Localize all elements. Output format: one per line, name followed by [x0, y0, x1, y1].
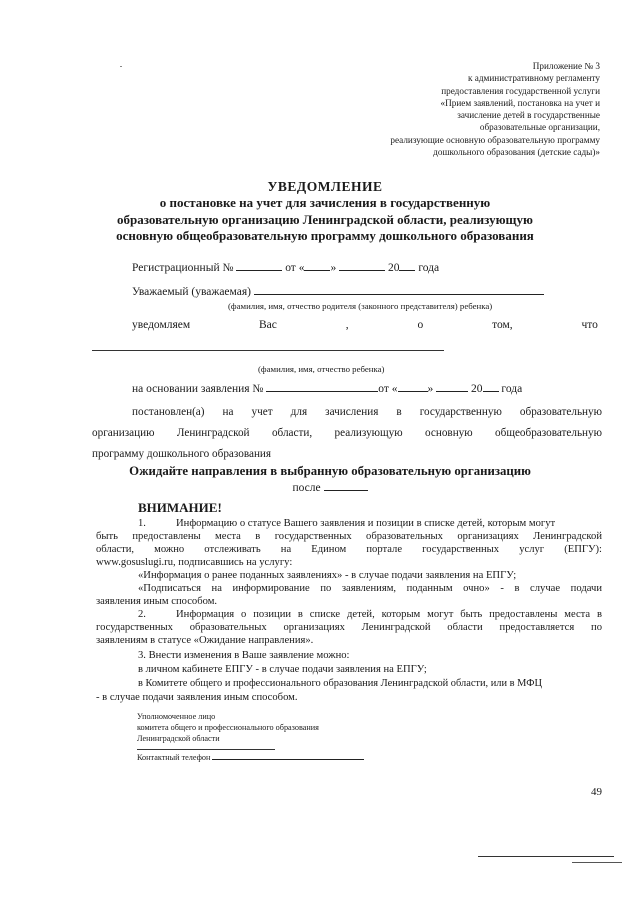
- notify-word: о: [417, 319, 424, 331]
- dear-label: Уважаемый (уважаемая): [132, 286, 251, 298]
- parent-hint: (фамилия, имя, отчество родителя (законного представителя) ребенка): [228, 301, 493, 311]
- attention-title: ВНИМАНИЕ!: [138, 500, 222, 515]
- appendix-line: зачисление детей в государственные: [457, 110, 600, 121]
- signature-line: Уполномоченное лицо: [137, 712, 216, 721]
- p1-item: заявления иным способом.: [96, 596, 218, 607]
- p3-line: 3. Внести изменения в Ваше заявление можно:: [138, 650, 350, 661]
- appendix-line: к административному регламенту: [468, 73, 600, 84]
- after-label: после: [292, 482, 321, 494]
- p3-item: - в случае подачи заявления иным способом.: [96, 692, 298, 703]
- p2-line: Информация о позиции в списке детей, которым могут быть предоставлены места в: [176, 609, 602, 620]
- basis-label: на основании заявления №: [132, 383, 264, 395]
- contact-phone-line: [137, 752, 364, 763]
- notify-word: что: [581, 319, 598, 331]
- p2-line: заявлениям в статусе «Ожидание направления».: [96, 635, 314, 646]
- notify-line: [132, 318, 598, 332]
- await-heading: Ожидайте направления в выбранную образовательную организацию: [129, 464, 531, 478]
- basis-quote-close: »: [427, 383, 434, 395]
- contact-phone-label: Контактный телефон: [137, 753, 211, 762]
- after-blank: [324, 480, 368, 491]
- registered-line-1: постановлен(а) на учет для зачисления в государственную образовательную: [132, 406, 602, 418]
- appendix-header: [320, 60, 600, 158]
- signature-blank: [137, 749, 275, 750]
- p1-line: www.gosuslugi.ru, подписавшись на услугу:: [96, 557, 293, 568]
- registration-day-blank: [304, 260, 330, 271]
- dear-line: [132, 284, 544, 299]
- appendix-line: Приложение № 3: [532, 61, 600, 71]
- scan-speck: [120, 66, 122, 67]
- basis-day-blank: [398, 381, 428, 392]
- p1-line: быть предоставлены места в государственных образовательных организациях Ленинградской: [96, 531, 602, 542]
- basis-year-blank: [483, 381, 499, 392]
- title-sub-line: образовательную организацию Ленинградской области, реализующую: [117, 211, 533, 227]
- document-title: [90, 178, 560, 245]
- registered-line-2: организацию Ленинградской области, реализующую основную общеобразовательную: [92, 427, 602, 439]
- registration-month-blank: [339, 260, 385, 271]
- p2-number: 2.: [138, 609, 146, 620]
- appendix-line: «Прием заявлений, постановка на учет и: [440, 97, 600, 108]
- registration-year-suffix: года: [418, 262, 440, 274]
- signature-line: Ленинградской области: [137, 734, 220, 743]
- appendix-line: образовательные организации,: [479, 122, 600, 133]
- p3-item: в личном кабинете ЕПГУ - в случае подачи заявления на ЕПГУ;: [138, 664, 427, 675]
- contact-phone-blank: [212, 752, 364, 760]
- scan-artifact-line: [478, 856, 614, 857]
- notify-word: Вас: [259, 319, 277, 331]
- title-sub-line: основную общеобразовательную программу дошкольного образования: [116, 228, 534, 243]
- registration-label: Регистрационный №: [132, 262, 234, 274]
- p3-item: в Комитете общего и профессионального образования Ленинградской области, или в МФЦ: [138, 678, 542, 689]
- notify-word: уведомляем: [132, 319, 191, 331]
- appendix-line: дошкольного образования (детские сады)»: [433, 147, 600, 158]
- application-number-blank: [266, 381, 378, 392]
- basis-year-suffix: года: [501, 383, 523, 395]
- signature-line: комитета общего и профессионального образования: [137, 723, 319, 732]
- registration-number-blank: [236, 260, 282, 271]
- p1-line: области, можно отслеживать на Едином портале государственных услуг (ЕПГУ):: [96, 544, 602, 555]
- basis-from: от «: [378, 383, 398, 395]
- title-main: УВЕДОМЛЕНИЕ: [267, 179, 383, 194]
- registration-year-blank: [399, 260, 415, 271]
- notify-word: том,: [492, 319, 513, 331]
- basis-month-blank: [436, 381, 468, 392]
- registration-year-prefix: 20: [387, 262, 400, 274]
- parent-name-blank: [254, 284, 544, 295]
- appendix-line: реализующие основную образовательную программу: [390, 134, 600, 145]
- after-line: [100, 480, 560, 495]
- registered-line-3: программу дошкольного образования: [92, 448, 272, 460]
- notify-word: ,: [345, 319, 349, 331]
- page-number: 49: [591, 786, 602, 798]
- p1-number: 1.: [138, 518, 146, 529]
- title-sub-line: о постановке на учет для зачисления в государственную: [159, 195, 491, 210]
- basis-line: [132, 381, 522, 396]
- child-name-blank: [92, 350, 444, 351]
- appendix-line: предоставления государственной услуги: [441, 85, 600, 96]
- p2-line: государственных образовательных организациях Ленинградской области предоставляется по: [96, 622, 602, 633]
- basis-year-prefix: 20: [471, 383, 483, 395]
- child-hint: (фамилия, имя, отчество ребенка): [258, 364, 385, 374]
- p1-line: Информацию о статусе Вашего заявления и позиции в списке детей, которым могут: [176, 518, 556, 529]
- registration-line: [132, 260, 439, 275]
- p1-item: «Информация о ранее поданных заявлениях» - в случае подачи заявления на ЕПГУ;: [138, 570, 517, 581]
- scan-artifact-line: [572, 862, 622, 863]
- registration-from: от «: [285, 262, 305, 274]
- p1-item: «Подписаться на информирование по заявлениям, поданным очно» - в случае подачи: [138, 583, 602, 594]
- registration-quote-close: »: [330, 262, 337, 274]
